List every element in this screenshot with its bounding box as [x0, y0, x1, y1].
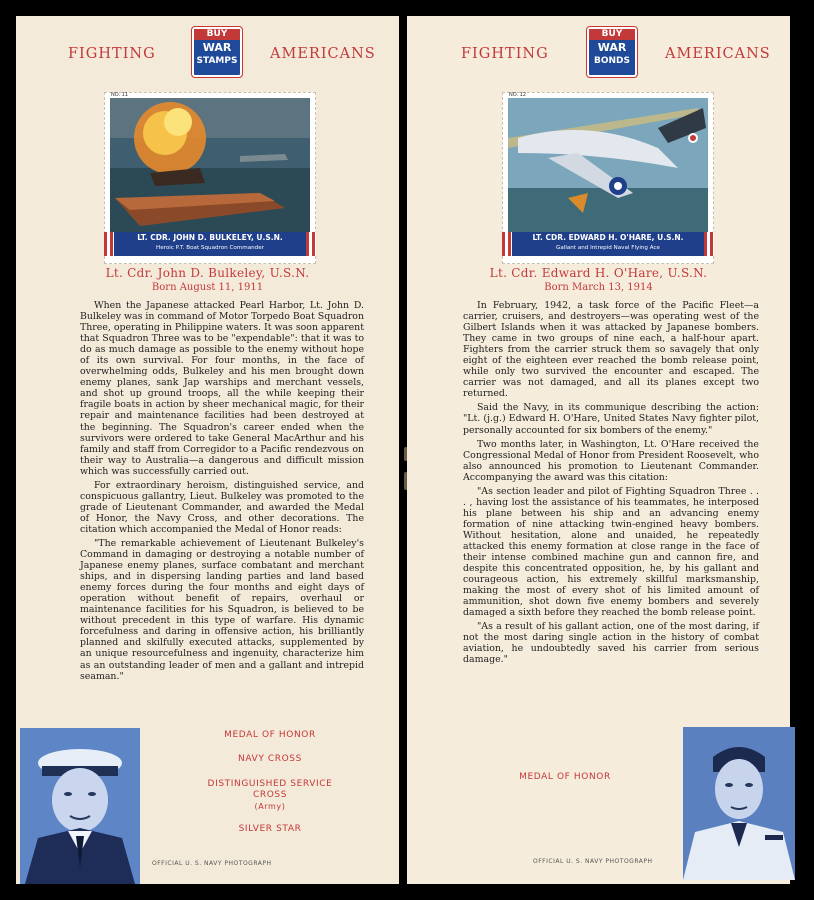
header-fighting: FIGHTING: [461, 46, 549, 62]
medal-item: MEDAL OF HONOR: [519, 772, 611, 782]
medal-dsc: DISTINGUISHED SERVICE CROSS: [207, 779, 333, 800]
buy-war-stamps-badge: [192, 27, 242, 77]
badge-bottom: BONDS: [594, 56, 630, 66]
paragraph: In February, 1942, a task force of the Pacific Fleet—a carrier, cruisers, and destroyers—was operating west of the Gilbert Islands when it was attacked by Japanese bombers. They came in two groups of nine each, a half-hour apart. Fighters from the carrier struck them so savagely that only eight of the eighteen ever reached the bomb release point, while only two survived the encounter and escaped. The carrier was not damaged, and all its planes except two returned.: [463, 300, 759, 400]
badge-top: BUY: [194, 29, 240, 40]
paragraph: Said the Navy, in its communique describing the action: "Lt. (j.g.) Edward H. O'Hare, United States Navy fighter pilot, personally accounted for six bombers of the enemy.": [463, 402, 759, 436]
bulkeley-portrait: [20, 728, 140, 884]
biography-text: [80, 300, 364, 685]
stamp-caption-name: LT. CDR. EDWARD H. O'HARE, U.S.N.: [532, 233, 684, 242]
badge-bottom: STAMPS: [196, 56, 238, 66]
hero-name: Lt. Cdr. John D. Bulkeley, U.S.N.: [105, 266, 310, 280]
right-page: [407, 16, 790, 884]
stamp-caption-sub: Gallant and Intrepid Naval Flying Ace: [556, 245, 660, 251]
photo-credit: OFFICIAL U. S. NAVY PHOTOGRAPH: [533, 858, 653, 865]
paragraph: Two months later, in Washington, Lt. O'Hare received the Congressional Medal of Honor from President Roosevelt, who also announced his promotion to Lieutenant Commander. Accompanying the award was this citation:: [463, 438, 759, 483]
medal-dsc-branch: (Army): [254, 802, 286, 811]
left-page: [16, 16, 399, 884]
header-americans: AMERICANS: [270, 46, 376, 62]
stamp-number: NO. 12: [509, 92, 527, 98]
medal-item: NAVY CROSS: [238, 754, 302, 764]
stamp-ohare: [502, 92, 714, 264]
paragraph: When the Japanese attacked Pearl Harbor, Lt. John D. Bulkeley was in command of Motor Torpedo Boat Squadron Three, operating in Philippine waters. It was soon apparent that Squadron Three was to be "expendable": that it was to do as much damage as possible to the enemy without hope of its own survival. For four months, in the face of overwhelming odds, Bulkeley and his men brought down enemy planes, sank Jap warships and merchant vessels, and shot up ground troops, all the while keeping their fragile boats in action by sheer mechanical magic, for their repair and maintenance facilities had been destroyed at the beginning. The Squadron's career ended when the survivors were ordered to take General MacArthur and his family and staff from Corregidor to a Pacific rendezvous on their way to Australia—a dangerous and difficult mission which was successfully carried out.: [80, 300, 364, 477]
stamp-caption-name: LT. CDR. JOHN D. BULKELEY, U.S.N.: [137, 233, 283, 242]
badge-mid: WAR: [202, 41, 232, 54]
hero-born: Born August 11, 1911: [151, 282, 264, 293]
stamp-caption-sub: Heroic P.T. Boat Squadron Commander: [156, 245, 264, 251]
badge-top: BUY: [589, 29, 635, 40]
biography-text: [463, 300, 759, 669]
header-americans: AMERICANS: [665, 46, 771, 62]
ohare-portrait: [683, 727, 795, 880]
stamp-caption: [508, 232, 708, 256]
photo-credit: OFFICIAL U. S. NAVY PHOTOGRAPH: [152, 860, 272, 867]
citation-paragraph: "As a result of his gallant action, one of the most daring, if not the most daring single action in the history of combat aviation, he undoubtedly saved his carrier from serious damage.": [463, 621, 759, 666]
citation-paragraph: "As section leader and pilot of Fighting Squadron Three . . . , having lost the assistance of his teammates, he interposed his plane between his ship and an advancing enemy formation of nine attacking twin-engined heavy bombers. Without hesitation, alone and unaided, he repeatedly attacked this enemy formation at close range in the face of their intense combined machine gun and cannon fire, and despite this concentrated opposition, he, by his gallant and courageous action, his extremely skillful marksmanship, making the most of every shot of his limited amount of ammunition, shot down five enemy bombers and severely damaged a sixth before they reached the bomb release point.: [463, 485, 759, 619]
header-fighting: FIGHTING: [68, 46, 156, 62]
hero-name: Lt. Cdr. Edward H. O'Hare, U.S.N.: [489, 266, 708, 280]
stamp-art-fighter: [508, 98, 708, 232]
badge-mid: WAR: [597, 41, 627, 54]
medal-item: MEDAL OF HONOR: [224, 730, 316, 740]
stamp-caption: [110, 232, 310, 256]
stamp-number: NO. 11: [111, 92, 129, 98]
hero-born: Born March 13, 1914: [544, 282, 653, 293]
stamp-art-pt-boat: [110, 98, 310, 232]
stamp-bulkeley: [104, 92, 316, 264]
buy-war-bonds-badge: [587, 27, 637, 77]
medal-item: SILVER STAR: [238, 824, 302, 834]
paragraph: For extraordinary heroism, distinguished service, and conspicuous gallantry, Lieut. Bulkeley was promoted to the grade of Lieutenant Commander, and awarded the Medal of Honor, the Navy Cross, and other decorations. The citation which accompanied the Medal of Honor reads:: [80, 479, 364, 535]
medal-item: [196, 779, 344, 813]
citation-paragraph: "The remarkable achievement of Lieutenant Bulkeley's Command in damaging or destroying a notable number of Japanese enemy planes, surface combatant and merchant ships, and in dispersing landing parties and land based enemy forces during the four months and eight days of operation without benefit of repairs, overhaul or maintenance facilities for his Squadron, is believed to be without precedent in this type of warfare. His dynamic forcefulness and daring in offensive action, his brilliantly planned and skilfully executed attacks, supplemented by an unique resourcefulness and ingenuity, characterize him as an outstanding leader of men and a gallant and intrepid seaman.": [80, 537, 364, 682]
